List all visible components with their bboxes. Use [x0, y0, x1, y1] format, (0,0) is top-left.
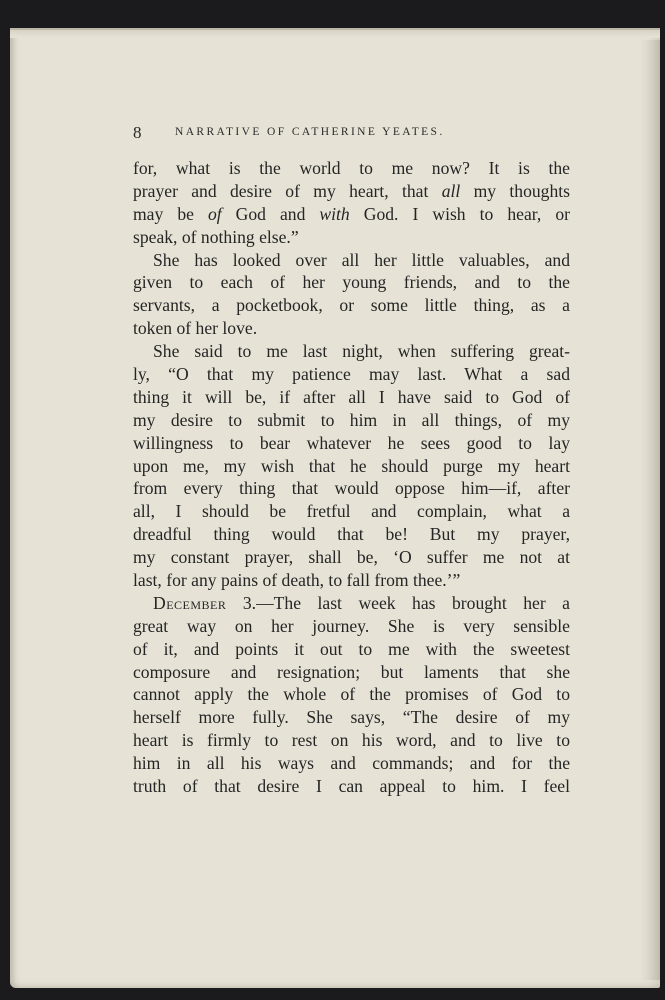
page-right-shadow: [640, 40, 660, 980]
text-line: upon me, my wish that he should purge my heart: [133, 455, 570, 476]
text-line: my desire to submit to him in all things, of my: [133, 409, 570, 430]
text-line: prayer and desire of my heart, that all my thoughts: [133, 180, 570, 201]
date-heading: December: [153, 592, 227, 613]
page-top-edge: [10, 28, 660, 38]
text-line: thing it will be, if after all I have said to God of: [133, 386, 570, 407]
text-line: given to each of her young friends, and to the: [133, 272, 570, 293]
text-line: herself more fully. She says, “The desire of my: [133, 707, 570, 728]
text-line: may be of God and with God. I wish to hear, or: [133, 203, 570, 224]
text-line: [133, 592, 570, 615]
text-line: great way on her journey. She is very sensible: [133, 615, 570, 636]
text-line: my constant prayer, shall be, ‘O suffer me not at: [133, 547, 570, 568]
text-line: truth of that desire I can appeal to him. I feel: [133, 776, 570, 797]
running-title: NARRATIVE OF CATHERINE YEATES.: [175, 126, 445, 138]
text-line: willingness to bear whatever he sees good to lay: [133, 432, 570, 453]
text-line: ly, “O that my patience may last. What a sad: [133, 364, 570, 385]
text-line: all, I should be fretful and complain, what a: [133, 501, 570, 522]
text-line-rest: 3.—The last week has brought her a: [226, 592, 570, 613]
text-line: token of her love.: [133, 318, 258, 339]
text-line: speak, of nothing else.”: [133, 226, 299, 247]
text-line: him in all his ways and commands; and for the: [133, 753, 570, 774]
text-line: last, for any pains of death, to fall from thee.’”: [133, 570, 461, 591]
text-line: of it, and points it out to me with the sweetest: [133, 638, 570, 659]
text-line: servants, a pocketbook, or some little thing, as a: [133, 295, 570, 316]
text-line: She has looked over all her little valuables, and: [153, 249, 570, 270]
page-header: [133, 123, 573, 145]
text-line: heart is firmly to rest on his word, and to live to: [133, 730, 570, 751]
text-line: She said to me last night, when suffering great-: [153, 341, 570, 362]
text-line: for, what is the world to me now? It is the: [133, 158, 570, 178]
text-line: dreadful thing would that be! But my prayer,: [133, 524, 570, 545]
text-line: composure and resignation; but laments that she: [133, 661, 570, 682]
text-line: cannot apply the whole of the promises of God to: [133, 684, 570, 705]
page-number: 8: [133, 123, 142, 142]
body-text: [133, 157, 570, 798]
text-line: from every thing that would oppose him—if, after: [133, 478, 570, 499]
